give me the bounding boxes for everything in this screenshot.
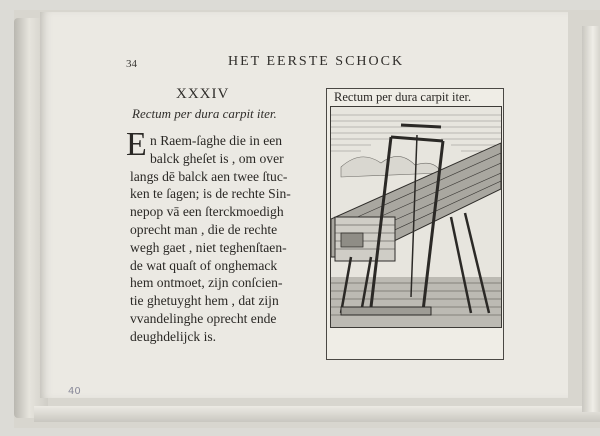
- emblem-motto: Rectum per dura carpit iter.: [132, 106, 277, 121]
- body-line: hem ontmoet, zijn conſcien-: [130, 275, 283, 291]
- page-edge-bottom: [34, 406, 600, 422]
- saw-frame-engraving: [330, 106, 502, 328]
- body-line: oprecht man , die de rechte: [130, 221, 278, 237]
- page-edge-right: [582, 26, 600, 412]
- pencil-mark: 40: [68, 386, 81, 397]
- body-line: balck gheſet is , om over: [150, 150, 284, 166]
- body-line: de wat quaſt of onghemack: [130, 257, 278, 273]
- body-line: tie ghetuyght hem , dat zijn: [130, 293, 279, 309]
- body-line: nepop vā een ſterckmoedigh: [130, 204, 284, 220]
- running-head: HET EERSTE SCHOCK: [228, 54, 405, 69]
- body-line: vvandelinghe oprecht ende: [130, 310, 277, 326]
- emblem-numeral: XXXIV: [176, 86, 230, 102]
- plate-caption: Rectum per dura carpit iter.: [334, 90, 472, 104]
- page-number: 34: [126, 58, 137, 70]
- body-line: n Raem-ſaghe die in een: [150, 133, 283, 148]
- emblem-body-text: [130, 132, 306, 346]
- body-line: langs dē balck aen twee ſtuc-: [130, 168, 288, 184]
- body-line: ken te ſagen; is de rechte Sin-: [130, 186, 291, 202]
- body-line: wegh gaet , niet teghenſtaen-: [130, 239, 287, 255]
- drop-cap: E: [126, 126, 147, 163]
- body-line: deughdelijck is.: [130, 328, 217, 344]
